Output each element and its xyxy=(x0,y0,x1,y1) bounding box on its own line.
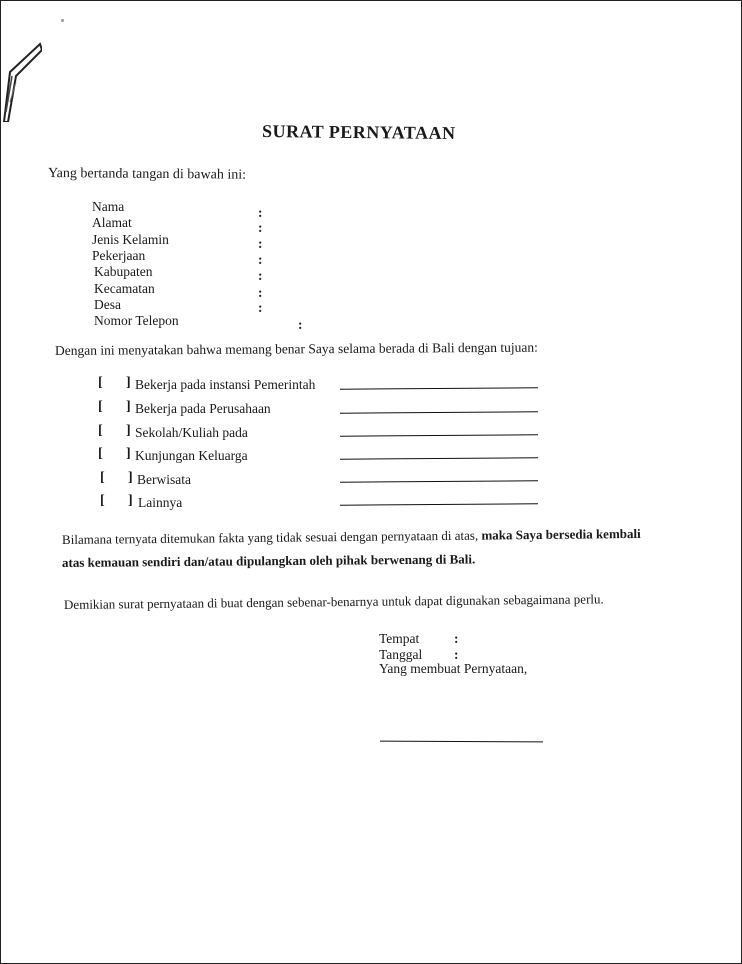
scan-speck xyxy=(61,19,64,22)
field-label-nomor-telepon: Nomor Telepon xyxy=(94,313,179,328)
date-label: Tanggal xyxy=(379,647,423,662)
intro-text: Yang bertanda tangan di bawah ini: xyxy=(47,166,247,183)
option-label: Bekerja pada Perusahaan xyxy=(135,401,271,416)
field-label-jenis-kelamin: Jenis Kelamin xyxy=(92,232,169,247)
option-checkbox-close[interactable]: ] xyxy=(126,399,131,414)
field-colon-jenis-kelamin: : xyxy=(258,236,263,251)
field-colon-kabupaten: : xyxy=(258,268,263,283)
paragraph-consequence-part2: maka Saya bersedia kembali xyxy=(481,525,641,543)
field-label-kabupaten: Kabupaten xyxy=(94,264,153,279)
field-colon-nomor-telepon: : xyxy=(298,317,303,332)
option-label: Berwisata xyxy=(137,472,191,487)
document-title: SURAT PERNYATAAN xyxy=(261,121,456,144)
option-checkbox-close[interactable]: ] xyxy=(126,375,131,390)
torn-corner-mark xyxy=(2,42,42,122)
field-colon-desa: : xyxy=(258,300,263,315)
date-colon: : xyxy=(454,647,459,662)
option-checkbox-open[interactable]: [ xyxy=(98,423,103,438)
statement-text: Dengan ini menyatakan bahwa memang benar Saya selama berada di Bali dengan tujuan: xyxy=(54,339,538,358)
option-checkbox-open[interactable]: [ xyxy=(98,446,103,461)
option-checkbox-close[interactable]: ] xyxy=(128,470,133,485)
field-colon-nama: : xyxy=(258,205,263,220)
option-label: Kunjungan Keluarga xyxy=(135,448,248,463)
option-checkbox-open[interactable]: [ xyxy=(100,470,105,485)
field-label-desa: Desa xyxy=(94,297,121,312)
field-label-alamat: Alamat xyxy=(92,215,132,230)
place-label: Tempat xyxy=(379,631,420,646)
paragraph-closing: Demikian surat pernyataan di buat dengan sebenar-benarnya untuk dapat digunakan sebagaimana perlu. xyxy=(63,591,604,612)
option-label: Bekerja pada instansi Pemerintah xyxy=(135,377,316,392)
field-label-pekerjaan: Pekerjaan xyxy=(92,248,146,263)
signer-label: Yang membuat Pernyataan, xyxy=(379,661,528,676)
option-checkbox-open[interactable]: [ xyxy=(98,375,103,390)
option-checkbox-close[interactable]: ] xyxy=(128,493,133,508)
option-checkbox-close[interactable]: ] xyxy=(126,446,131,461)
field-colon-pekerjaan: : xyxy=(258,252,263,267)
paragraph-consequence-line2: atas kemauan sendiri dan/atau dipulangkan oleh pihak berwenang di Bali. xyxy=(61,551,476,570)
field-label-nama: Nama xyxy=(92,199,125,214)
place-colon: : xyxy=(454,631,459,646)
option-checkbox-open[interactable]: [ xyxy=(100,493,105,508)
option-checkbox-close[interactable]: ] xyxy=(126,423,131,438)
field-label-kecamatan: Kecamatan xyxy=(94,281,155,296)
field-colon-kecamatan: : xyxy=(258,285,263,300)
option-checkbox-open[interactable]: [ xyxy=(98,399,103,414)
field-colon-alamat: : xyxy=(258,220,263,235)
paragraph-consequence-part1: Bilamana ternyata ditemukan fakta yang tidak sesuai dengan pernyataan di atas, xyxy=(61,527,479,547)
option-label: Lainnya xyxy=(138,495,183,510)
option-label: Sekolah/Kuliah pada xyxy=(135,425,248,440)
